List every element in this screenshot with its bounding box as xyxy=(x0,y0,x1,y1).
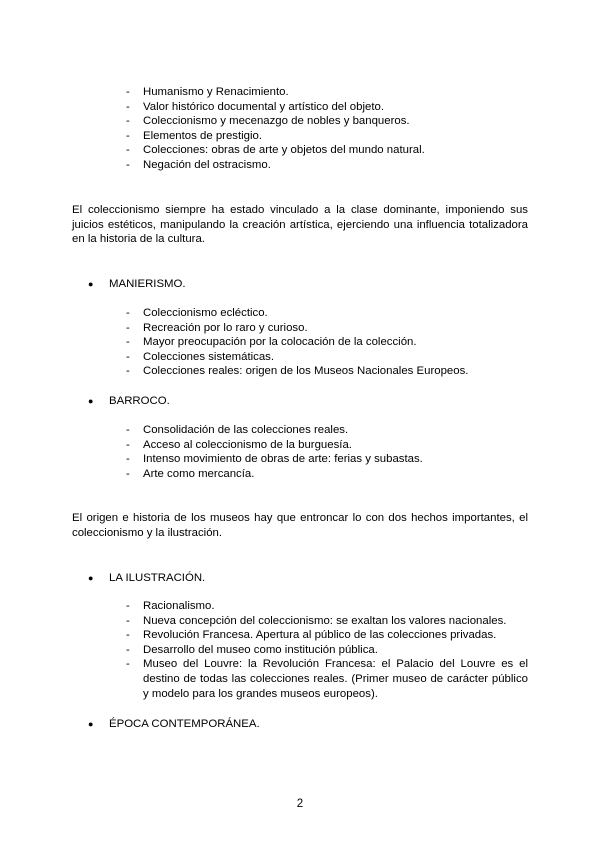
heading-text: LA ILUSTRACIÓN. xyxy=(109,572,206,584)
section-heading-ilustracion xyxy=(88,571,205,586)
barroco-list xyxy=(126,423,528,481)
paragraph-origen-museos: El origen e historia de los museos hay que entroncar lo con dos hechos importantes, el coleccionismo y la ilustración. xyxy=(72,512,528,539)
renaissance-list xyxy=(126,85,528,173)
list-item: - Intenso movimiento de obras de arte: ferias y subastas. xyxy=(126,452,528,467)
heading-text: BARROCO. xyxy=(109,395,170,407)
list-item: - Arte como mercancía. xyxy=(126,467,528,482)
list-item: - Museo del Louvre: la Revolución Francesa: el Palacio del Louvre es el destino de todas las colecciones reales. (Primer museo de carácter público y modelo para los grandes museos europeos). xyxy=(126,657,528,701)
heading-text: MANIERISMO. xyxy=(109,278,186,290)
section-heading-manierismo xyxy=(88,277,186,292)
list-item: - Revolución Francesa. Apertura al público de las colecciones privadas. xyxy=(126,628,528,643)
paragraph-coleccionismo: El coleccionismo siempre ha estado vinculado a la clase dominante, imponiendo sus juicios estéticos, manipulando la creación artística, ejerciendo una influencia totalizadora en la historia de la cultura. xyxy=(72,204,528,246)
list-item: - Colecciones sistemáticas. xyxy=(126,350,528,365)
list-item: - Acceso al coleccionismo de la burguesía. xyxy=(126,438,528,453)
section-heading-barroco xyxy=(88,394,170,409)
list-item: - Colecciones reales: origen de los Museos Nacionales Europeos. xyxy=(126,364,528,379)
bullet-icon: ● xyxy=(88,396,94,406)
bullet-icon: ● xyxy=(88,719,94,729)
section-heading-contemporanea xyxy=(88,717,260,732)
list-item: - Colecciones: obras de arte y objetos del mundo natural. xyxy=(126,143,528,158)
list-item: - Racionalismo. xyxy=(126,599,528,614)
bullet-icon: ● xyxy=(88,279,94,289)
list-item: - Nueva concepción del coleccionismo: se exaltan los valores nacionales. xyxy=(126,614,528,629)
list-item: - Elementos de prestigio. xyxy=(126,129,528,144)
list-item: - Consolidación de las colecciones reales. xyxy=(126,423,528,438)
ilustracion-list xyxy=(126,599,528,701)
list-item: - Recreación por lo raro y curioso. xyxy=(126,321,528,336)
manierismo-list xyxy=(126,306,528,379)
list-item: - Coleccionismo y mecenazgo de nobles y banqueros. xyxy=(126,114,528,129)
list-item: - Negación del ostracismo. xyxy=(126,158,528,173)
list-item: - Valor histórico documental y artístico del objeto. xyxy=(126,100,528,115)
page-number: 2 xyxy=(296,798,304,810)
list-item: - Coleccionismo ecléctico. xyxy=(126,306,528,321)
heading-text: ÉPOCA CONTEMPORÁNEA. xyxy=(109,718,260,730)
list-item: - Mayor preocupación por la colocación de la colección. xyxy=(126,335,528,350)
list-item: - Desarrollo del museo como institución pública. xyxy=(126,643,528,658)
bullet-icon: ● xyxy=(88,573,94,583)
list-item: - Humanismo y Renacimiento. xyxy=(126,85,528,100)
